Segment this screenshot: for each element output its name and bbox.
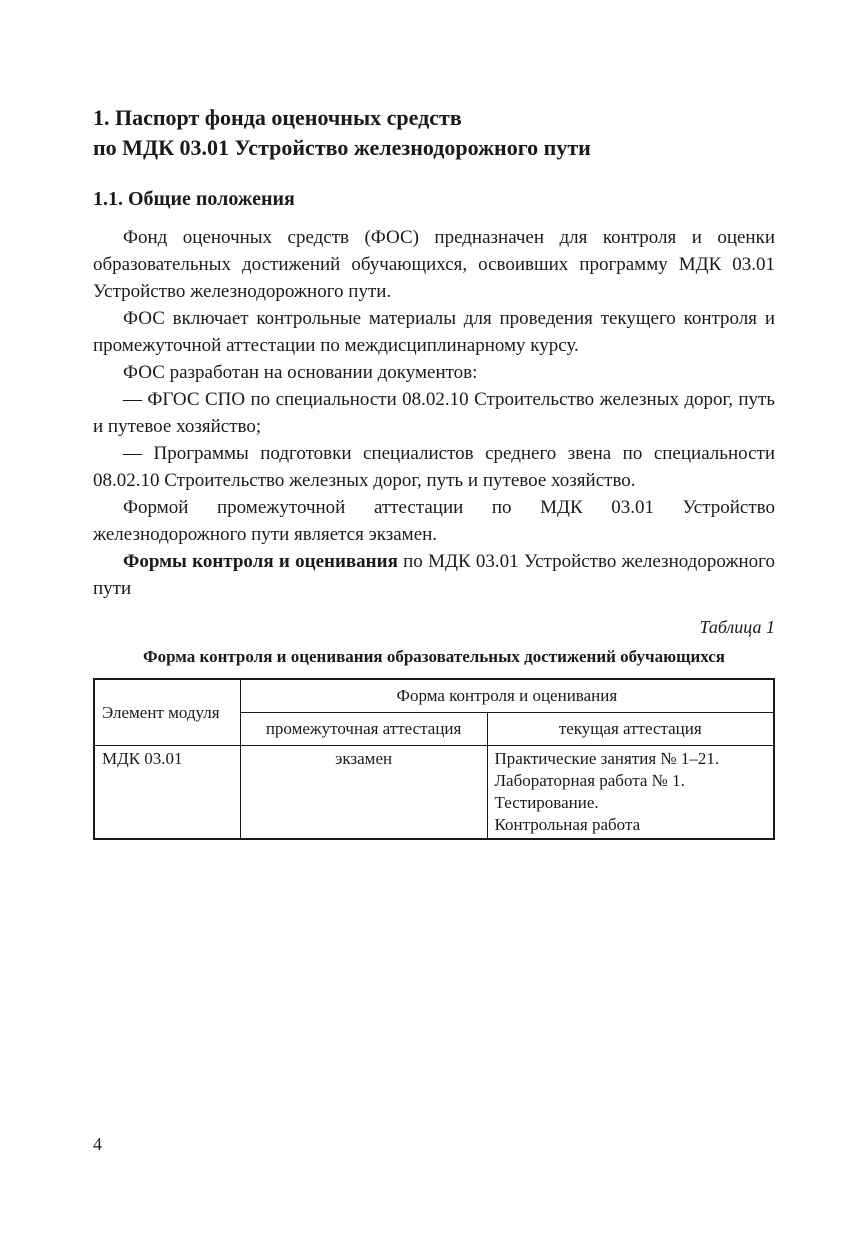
header-cell-group: Форма контроля и оценивания xyxy=(240,679,774,713)
table-header-row-1 xyxy=(94,679,774,713)
cell-current-value xyxy=(487,746,774,840)
table-row xyxy=(94,746,774,840)
page-content xyxy=(93,0,775,840)
paragraph-forms-lead: Формы контроля и оценивания xyxy=(123,551,398,572)
paragraph: Формой промежуточной аттестации по МДК 03.01 Устройство железнодорожного пути является экзамен. xyxy=(93,497,775,545)
current-line: Тестирование. xyxy=(494,793,599,812)
page-number: 4 xyxy=(93,1134,102,1154)
paragraph: ФОС разработан на основании документов: xyxy=(123,362,478,383)
table-caption: Форма контроля и оценивания образовательных достижений обучающихся xyxy=(143,647,725,666)
header-cell-element: Элемент модуля xyxy=(94,679,240,746)
current-line: Практические занятия № 1–21. xyxy=(494,749,720,768)
section-title: 1.1. Общие положения xyxy=(93,188,295,210)
cell-module-name: МДК 03.01 xyxy=(94,746,240,840)
current-line: Контрольная работа xyxy=(494,815,641,834)
chapter-heading-line2: по МДК 03.01 Устройство железнодорожного пути xyxy=(93,135,591,160)
paragraph-forms-rest: по МДК 03.01 Устройство железнодорожного пути xyxy=(93,551,775,599)
paragraph-bullet: — ФГОС СПО по специальности 08.02.10 Строительство железных дорог, путь и путевое хозяйство; xyxy=(93,389,775,437)
paragraph-forms xyxy=(93,548,775,602)
control-forms-table xyxy=(93,678,775,840)
header-cell-current: текущая аттестация xyxy=(487,713,774,746)
body-text xyxy=(93,224,775,602)
cell-intermediate-value: экзамен xyxy=(240,746,487,840)
header-cell-intermediate: промежуточная аттестация xyxy=(240,713,487,746)
current-line: Лабораторная работа № 1. xyxy=(494,771,685,790)
chapter-heading-line1: 1. Паспорт фонда оценочных средств xyxy=(93,105,462,130)
chapter-heading xyxy=(93,103,775,163)
paragraph: ФОС включает контрольные материалы для проведения текущего контроля и промежуточной аттестации по междисциплинарному курсу. xyxy=(93,308,775,356)
paragraph: Фонд оценочных средств (ФОС) предназначен для контроля и оценки образовательных достижений обучающихся, освоивших программу МДК 03.01 Устройство железнодорожного пути. xyxy=(93,227,775,302)
table-number-label: Таблица 1 xyxy=(699,617,775,637)
paragraph-bullet: — Программы подготовки специалистов среднего звена по специальности 08.02.10 Строительство железных дорог, путь и путевое хозяйство. xyxy=(93,443,775,491)
